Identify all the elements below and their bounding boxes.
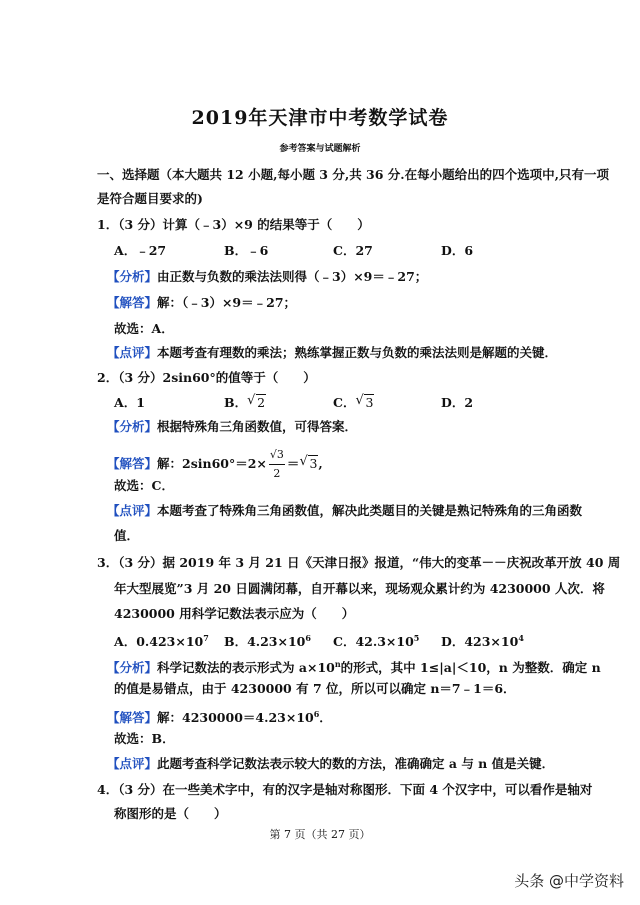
q2-option-c-label: C．: [333, 395, 356, 410]
q2-comment-text1: 本题考查了特殊角三角函数值，解决此类题目的关键是熟记特殊角的三角函数: [157, 503, 583, 518]
q3-option-a-exponent: 7: [203, 633, 209, 643]
q2-choose: 故选：C．: [114, 478, 174, 493]
q2-comment-line2: 值．: [114, 528, 140, 543]
q3-option-c-text: C．42.3×10: [333, 634, 414, 650]
q2-option-b: [224, 394, 266, 412]
q3-solution-exponent: 6: [313, 709, 320, 719]
comment-tag: 【点评】: [107, 503, 158, 518]
q3-stem-line2: 年大型展览”3 月 20 日圆满闭幕，自开幕以来，现场观众累计约为 4230000 人次．将: [114, 581, 605, 596]
q3-option-d-exponent: 4: [518, 633, 524, 643]
q1-option-b: B．﹣6: [224, 243, 269, 258]
q3-option-c-exponent: 5: [413, 633, 420, 643]
solution-tag: 【解答】: [107, 295, 158, 310]
q3-analysis-line1: [107, 655, 601, 677]
section-heading-line2: 是符合题目要求的): [97, 191, 203, 206]
solution-tag: 【解答】: [107, 710, 158, 726]
q3-option-b-exponent: 6: [305, 633, 311, 643]
fraction: [269, 446, 285, 483]
q2-option-c: [333, 394, 374, 412]
q1-solution-text: 解：（﹣3）×9＝﹣27；: [157, 295, 297, 310]
q3-solution-pre: 解：4230000＝4.23×10: [157, 710, 314, 726]
q3-comment: [107, 755, 554, 773]
q1-comment: [107, 344, 557, 362]
q3-analysis-post: 的形式，其中 1≤|a|＜10，n 为整数．确定 n: [340, 660, 601, 676]
q1-option-c: C．27: [333, 243, 373, 258]
comment-tag: 【点评】: [107, 756, 158, 771]
q3-analysis-line2: 的值是易错点，由于 4230000 有 7 位，所以可以确定 n＝7﹣1＝6．: [114, 681, 516, 696]
comment-tag: 【点评】: [107, 345, 158, 360]
q1-analysis: [107, 268, 427, 286]
page-subtitle: 参考答案与试题解析: [279, 144, 361, 154]
fraction-denominator: 2: [273, 467, 281, 480]
q3-analysis-pre: 科学记数法的表示形式为 a×10: [157, 660, 335, 676]
q2-option-b-radicand: 2: [257, 395, 266, 410]
q1-stem: 1．（3 分）计算（﹣3）×9 的结果等于（ ）: [97, 217, 370, 232]
q2-solution-eq: ＝: [286, 456, 300, 471]
q2-option-b-label: B．: [224, 395, 248, 410]
q1-choose: 故选：A．: [114, 321, 174, 336]
q2-solution-pre: 解：2sin60°＝2×: [157, 456, 267, 471]
q3-option-b-text: B．4.23×10: [224, 634, 306, 650]
q1-option-a: A．﹣27: [114, 243, 167, 258]
analysis-tag: 【分析】: [107, 269, 158, 284]
sqrt-symbol: √ 3: [299, 454, 318, 471]
q3-option-d: [441, 629, 524, 651]
q2-solution-radicand: 3: [309, 456, 318, 471]
q2-option-c-radicand: 3: [365, 395, 374, 410]
q3-solution: [107, 705, 332, 727]
q3-stem-line3: 4230000 用科学记数法表示应为（ ）: [114, 606, 355, 621]
analysis-tag: 【分析】: [107, 419, 158, 434]
q3-option-a-text: A．0.423×10: [114, 634, 204, 650]
q3-option-d-text: D．423×10: [441, 634, 519, 650]
q3-solution-end: ．: [319, 710, 332, 726]
q2-comment-line1: [107, 502, 582, 520]
q1-comment-text: 本题考查有理数的乘法；熟练掌握正数与负数的乘法法则是解题的关键．: [157, 345, 558, 360]
analysis-tag: 【分析】: [107, 660, 158, 676]
sqrt-symbol: √ 3: [355, 393, 374, 410]
q3-comment-text: 此题考查科学记数法表示较大的数的方法，准确确定 a 与 n 值是关键．: [157, 756, 555, 771]
q2-stem: 2．（3 分）2sin60°的值等于（ ）: [97, 370, 316, 385]
q1-analysis-text: 由正数与负数的乘法法则得（﹣3）×9＝﹣27；: [157, 269, 428, 284]
fraction-numerator: √3: [269, 446, 285, 465]
q3-option-c: [333, 629, 419, 651]
q4-stem-line1: 4．（3 分）在一些美术字中，有的汉字是轴对称图形．下面 4 个汉字中，可以看作是轴对: [97, 782, 593, 797]
solution-tag: 【解答】: [107, 456, 158, 471]
q2-analysis-text: 根据特殊角三角函数值，可得答案．: [157, 419, 358, 434]
page-title: 2019年天津市中考数学试卷: [191, 107, 449, 129]
q3-stem-line1: 3．（3 分）据 2019 年 3 月 21 日《天津日报》报道，“伟大的变革－－庆祝改革开放 40 周: [97, 555, 621, 570]
q3-choose: 故选：B．: [114, 731, 175, 746]
q2-solution-end: ,: [318, 456, 323, 471]
page-footer: 第 7 页（共 27 页）: [269, 828, 371, 841]
q2-option-d: D．2: [441, 395, 474, 410]
q2-option-a: A．1: [114, 395, 145, 410]
q1-option-d: D．6: [441, 243, 474, 258]
q1-solution: [107, 294, 296, 312]
q4-stem-line2: 称图形的是（ ）: [114, 806, 227, 821]
section-heading-line1: 一、选择题（本大题共 12 小题,每小题 3 分,共 36 分.在每小题给出的四个选项中,只有一项: [97, 167, 610, 182]
q3-option-b: [224, 629, 311, 651]
q3-option-a: [114, 629, 209, 651]
watermark: 头条 @中学资料: [514, 872, 624, 890]
sqrt-symbol: √ 2: [247, 393, 266, 410]
q2-analysis: [107, 418, 357, 436]
q3-analysis-exponent: n: [334, 659, 341, 669]
